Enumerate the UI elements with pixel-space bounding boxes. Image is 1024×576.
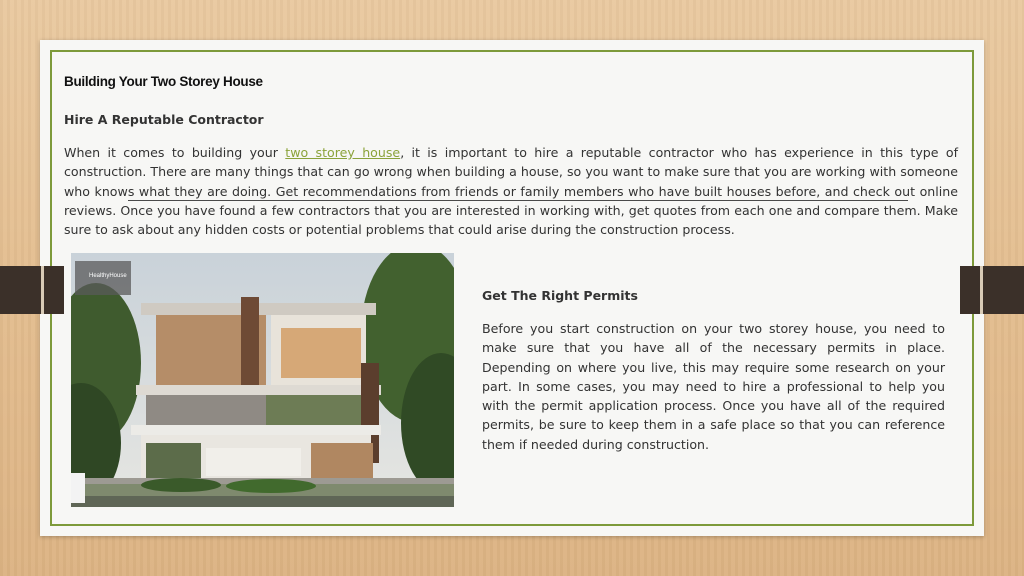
paragraph-text-rest: , it is important to hire a reputable contractor who has experience in this type of construction. There are many things that can go wrong when building a house, so you want to make sure that you are working with someone who knows what they are doing. Get recommendations from friends or family members who have built houses before, and check out online reviews. Once you have found a few contractors that you are interested in working with, get quotes from each one and compare them. Make sure to ask about any hidden costs or potential problems that could arise during the construction process. [64, 145, 959, 238]
text-underline-mark [128, 200, 908, 201]
section-paragraph-contractor [64, 143, 958, 239]
left-tab-decoration [0, 266, 64, 314]
paragraph-text-start: When it comes to building your [64, 145, 286, 160]
two-storey-house-link[interactable]: two storey house [285, 145, 401, 160]
house-photo [71, 253, 454, 507]
right-tab-decoration [960, 266, 1024, 314]
section-paragraph-permits: Before you start construction on your two storey house, you need to make sure that you have all of the necessary permits in place. Depending on where you live, this may require some research on your part. In some cases, you may need to hire a professional to help you with the permit application process. Once you have all of the required permits, be sure to keep them in a safe place so that you can reference them if needed during construction. [482, 321, 945, 452]
photo-watermark [75, 261, 131, 295]
section-heading-permits: Get The Right Permits [482, 288, 638, 303]
watermark-text: HealthyHouse [89, 273, 127, 279]
section-heading-contractor: Hire A Reputable Contractor [64, 112, 264, 127]
document-title: Building Your Two Storey House [64, 74, 263, 89]
